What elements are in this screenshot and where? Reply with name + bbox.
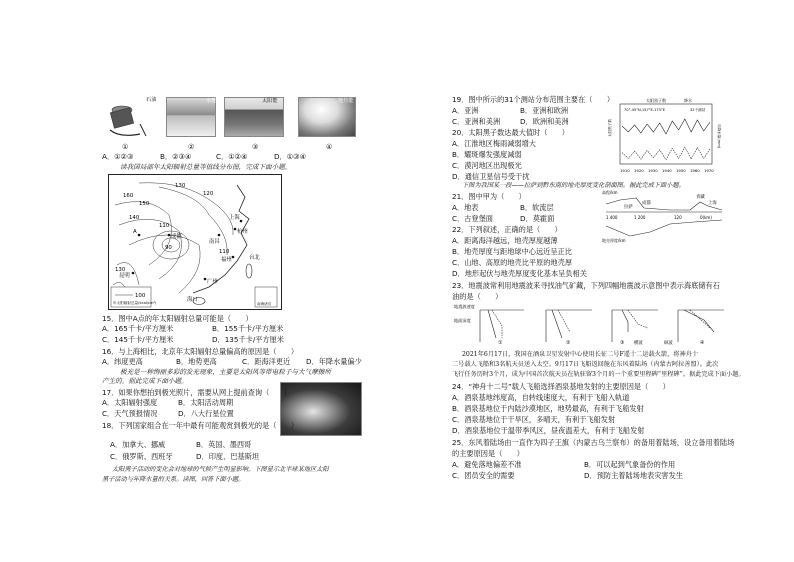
- q17-option-a[interactable]: A．太阳辐射强度: [102, 398, 158, 407]
- x-tick: 1940: [662, 168, 672, 173]
- city-label: 上海: [229, 215, 240, 221]
- q20-option-c[interactable]: C．漠河地区出现极光: [452, 161, 522, 170]
- q21-option-d[interactable]: D．莫霍面: [520, 214, 555, 223]
- crust-label: 拉萨: [624, 205, 633, 210]
- question-20: 20．太阳黑子数达最大值时（ ）: [452, 128, 569, 137]
- q15-option-a[interactable]: A．165千卡/平方厘米: [102, 324, 174, 333]
- q24-option-b[interactable]: B．酒泉基地位于内陆沙漠地区，地势最高，有利于飞船发射: [452, 404, 644, 413]
- q24-option-d[interactable]: D．酒泉基地位于温带季风区，昼夜温差大，有利于飞船发射: [452, 426, 645, 435]
- q16-option-c[interactable]: C．距海洋更近: [242, 357, 291, 366]
- crust-chart-svg: [600, 186, 730, 244]
- diagram-number: ②: [566, 340, 571, 346]
- shenzhou-intro-line2: 二号载人飞船和3名航天员送入太空。9月17日飞船返回舱在东风着陆场（内蒙古阿拉善盟）。此次: [452, 361, 719, 368]
- city-label: 海口: [187, 297, 198, 303]
- photo-number-4: ④: [326, 143, 333, 151]
- photo-caption-1: 石油: [146, 97, 157, 103]
- crust-tick: 0(km): [700, 215, 712, 220]
- question-25-line1: 25．东风着陆场由一直作为四子王旗（内蒙古乌兰察布）的备用着陆场，设立备用着陆场: [452, 438, 735, 447]
- q25-option-b[interactable]: B．可以起到气象备份的作用: [584, 460, 676, 469]
- question-23-line1: 23．地震波常利用地震波来寻找油气矿藏，下列四幅地震波示意图中表示海底储有石: [452, 281, 720, 290]
- q24-option-a[interactable]: A．酒泉基地纬度高，自转线速度大，有利于飞船入轨道: [452, 393, 630, 402]
- chart-legend-sunspot: 太阳黑子数: [646, 98, 666, 103]
- crust-top-label: 高程/km: [602, 190, 618, 195]
- q16-option-a[interactable]: A．纬度更高: [102, 357, 143, 366]
- legend-value: 100: [135, 293, 146, 299]
- q22-option-a[interactable]: A．距离海洋越远，地壳厚度越薄: [452, 236, 558, 245]
- crust-tick: 1 200: [634, 215, 646, 220]
- question-19: 19．图中所示的31个测站分布范围主要在（ ）: [452, 95, 615, 104]
- isoline-label: 140: [129, 215, 140, 221]
- photo-number-2: ②: [188, 143, 195, 151]
- photo-caption-4: 地热能: [338, 98, 354, 104]
- diagram-number: ④: [700, 340, 705, 346]
- seismic-wave-diagrams: [452, 302, 742, 346]
- q17-option-b[interactable]: B．太阳活动周期: [178, 398, 234, 407]
- diagram-number: ①: [498, 340, 503, 346]
- q22-option-c[interactable]: C．山地、高原的地壳比平原的地壳厚: [452, 258, 573, 267]
- isoline-label: 150: [139, 201, 150, 207]
- q19-option-c[interactable]: C．亚洲和美洲: [452, 117, 501, 126]
- x-tick: 1930: [648, 168, 658, 173]
- q20-option-a[interactable]: A．江淮地区梅雨减弱增大: [452, 139, 536, 148]
- q19-option-b[interactable]: B．亚洲和欧洲: [520, 106, 569, 115]
- isoline-label: 160: [123, 193, 134, 199]
- sunspot-intro-line2: 黑子活动与年降水量的关系。读图，回答下面小题。: [102, 476, 245, 483]
- energy-option-d[interactable]: D．①③④: [274, 152, 307, 161]
- point-a-label: A: [133, 229, 137, 235]
- x-tick: 1970: [704, 168, 714, 173]
- x-tick: 1920: [634, 168, 644, 173]
- chart-note-1: 70°-45°N,157°E-173°E: [624, 108, 666, 112]
- shenzhou-intro-line3: 飞行任务历时3个月，成为中国首次航天员在轨驻留3个月的一个重要里程碑“里程碑”。据此完成下面小题。: [452, 371, 745, 378]
- radiation-map: [108, 174, 282, 310]
- crust-intro: 下图为我国某一段——拉萨到黔东南的地壳厚度变化剖面图。据此完成下面小题。: [462, 182, 685, 189]
- question-17: 17．如果你想拍到极光照片，需要从网上提前查询（ ）: [102, 388, 291, 397]
- axis-label-speed: 地震波速度: [454, 304, 475, 309]
- question-25-line2: 的主要原因是（ ）: [452, 449, 524, 458]
- right-axis-label: 年降水量(mm): [717, 124, 721, 149]
- sunspot-intro-line1: 太阳黑子活动的变化会对地球的气候产生明显影响。下图显示北半球某地区太阳: [112, 466, 329, 473]
- energy-option-b[interactable]: B．②③④: [160, 152, 192, 161]
- isoline-map-svg: [109, 175, 281, 309]
- q21-option-a[interactable]: A．地表: [452, 203, 479, 212]
- question-21: 21．图中甲为（ ）: [452, 192, 526, 201]
- question-24: 24．“神舟十二号”载人飞船选择酒泉基地发射的主要原因是（ ）: [452, 382, 670, 391]
- oil-barrel-icon: [100, 100, 152, 140]
- question-23-line2: 油的是（ ）: [452, 292, 503, 301]
- q20-option-b[interactable]: B．耀斑爆发强度减弱: [452, 150, 522, 159]
- isoline-label: 110: [159, 223, 170, 229]
- q25-option-a[interactable]: A．避免落地偏差不准: [452, 460, 522, 469]
- south-sea-inset: 南海诸岛: [257, 302, 272, 306]
- q25-option-d[interactable]: D．预防主着陆场地表灾害发生: [584, 471, 683, 480]
- map-intro: 读我国局部年太阳辐射总量等值线分布图，完成下面小题。: [120, 163, 292, 171]
- sunspot-precip-chart: [606, 94, 728, 176]
- isoline-label: 90: [165, 245, 172, 251]
- q16-option-d[interactable]: D．年降水量偏少: [306, 357, 362, 366]
- sunspot-chart-svg: [606, 94, 728, 176]
- city-label: 福州: [221, 257, 232, 263]
- isoline-label: 130: [115, 267, 126, 273]
- legend-shear-wave: 横波: [634, 341, 643, 346]
- crust-label: 成都: [642, 201, 651, 206]
- legend-p-wave: 纵波: [664, 341, 673, 346]
- photo-caption-3: 太阳能: [262, 98, 278, 104]
- energy-option-c[interactable]: C．①②④: [216, 152, 248, 161]
- question-15: 15．图中A点的年太阳辐射总量可能是（ ）: [102, 314, 253, 323]
- aurora-intro-line2: 产生的。据此完成下面小题。: [102, 377, 188, 385]
- city-label: 台北: [249, 255, 260, 261]
- q15-option-b[interactable]: B．155千卡/平方厘米: [212, 324, 284, 333]
- chart-legend-precip: 降水: [684, 98, 692, 103]
- city-label: 南昌: [209, 239, 220, 245]
- q18-option-a[interactable]: A．加拿大、挪威: [110, 440, 166, 449]
- chart-note-2: 31个测站: [690, 108, 706, 112]
- q16-option-b[interactable]: B．地势更高: [176, 357, 217, 366]
- q18-option-d[interactable]: D．印度、巴基斯坦: [196, 452, 260, 461]
- x-tick: 1960: [690, 168, 700, 173]
- aurora-intro-line1: 极光是一种绚丽多彩的发光现象，主要是太阳风等带电粒子与大气摩擦所: [120, 368, 331, 376]
- q17-option-d[interactable]: D．八大行星位置: [178, 409, 234, 418]
- left-axis-label: 太阳黑子数: [608, 119, 612, 137]
- q15-option-d[interactable]: D．135千卡/平方厘米: [212, 335, 284, 344]
- question-16: 16．与上海相比，北京年太阳辐射总量偏高的原因是（ ）: [102, 347, 299, 356]
- q17-option-c[interactable]: C．天气预报情况: [102, 409, 158, 418]
- q19-option-a[interactable]: A．亚洲: [452, 106, 479, 115]
- crust-tick: 1 400: [606, 215, 618, 220]
- q21-option-c[interactable]: C．古登堡面: [452, 214, 493, 223]
- energy-option-a[interactable]: A．①②③: [102, 152, 134, 161]
- question-18: 18．下列国家组合在一年中最有可能观赏到极光的是（ ）: [102, 421, 299, 430]
- q18-option-b[interactable]: B．英国、墨西哥: [196, 440, 252, 449]
- isoline-label: 120: [203, 191, 214, 197]
- photo-number-1: ①: [122, 143, 129, 151]
- legend-caption: 年太阳辐射总量(kcal/cm²): [113, 301, 157, 305]
- city-label: 成都: [171, 234, 182, 240]
- q21-option-b[interactable]: B．软流层: [520, 203, 554, 212]
- city-label: 昆明: [119, 273, 130, 279]
- q24-option-c[interactable]: C．酒泉基地位于干旱区，多晴天，有利于飞船发射: [452, 415, 616, 424]
- isoline-label: 110: [219, 249, 230, 255]
- diagram-number: ③: [620, 340, 625, 346]
- photo-number-3: ③: [252, 143, 259, 151]
- question-22: 22．下列叙述，正确的是（ ）: [452, 225, 562, 234]
- crust-tick: 120: [674, 215, 682, 220]
- q22-option-d[interactable]: D．地形起伏与地壳厚度变化基本呈负相关: [452, 269, 587, 278]
- oil-photo: [100, 100, 152, 140]
- q22-option-b[interactable]: B．地壳厚度与距地球中心远近呈正比: [452, 247, 572, 256]
- q18-option-c[interactable]: C．俄罗斯、西班牙: [110, 452, 173, 461]
- seismic-diagram-svg: [452, 302, 742, 346]
- shenzhou-intro-line1: 2021年6月17日，我国在酒泉卫星发射中心使用长征二号F遥十二运载火箭，将神舟十: [462, 351, 699, 358]
- crust-profile-chart: [600, 186, 730, 244]
- q25-option-c[interactable]: C．团员安全的需要: [452, 471, 515, 480]
- crust-label: 上海: [708, 201, 717, 206]
- crust-bottom-label: 地壳厚度/km: [602, 238, 626, 243]
- axis-label-depth: 地面深度: [454, 318, 471, 323]
- city-label: 杭州: [237, 229, 248, 235]
- isoline-label: 130: [175, 183, 186, 189]
- q19-option-d[interactable]: D．欧洲和美洲: [520, 117, 569, 126]
- q20-option-d[interactable]: D．通信卫星信号受干扰: [452, 172, 530, 181]
- crust-label: 青藏: [696, 195, 705, 200]
- photo-caption-2: 水能: [206, 98, 217, 104]
- q15-option-c[interactable]: C．145千卡/平方厘米: [102, 335, 174, 344]
- city-label: 广州: [207, 279, 218, 285]
- x-tick: 1950: [676, 168, 686, 173]
- x-tick: 1910: [620, 168, 630, 173]
